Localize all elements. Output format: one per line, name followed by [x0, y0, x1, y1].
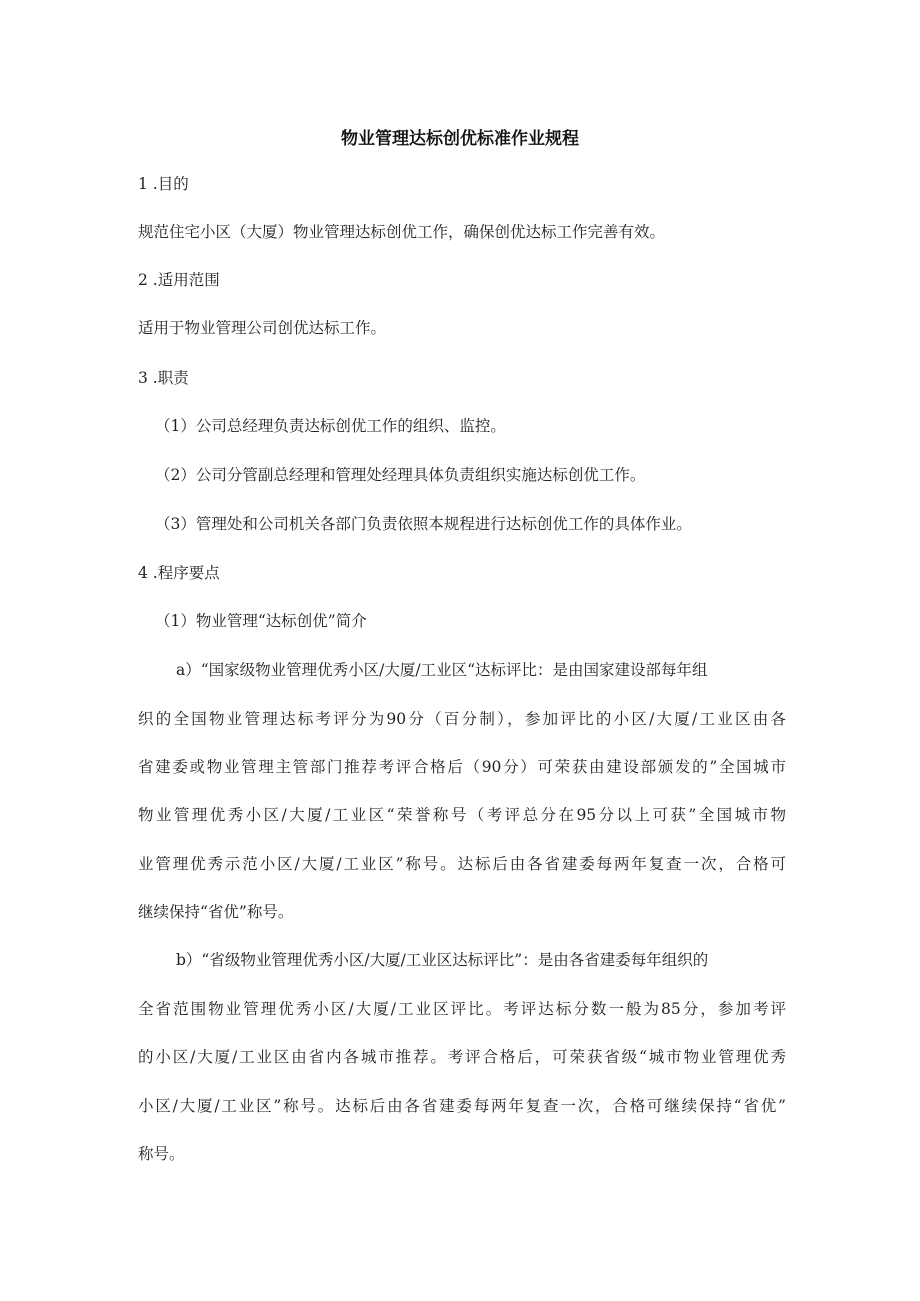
section-3-item-2: （2）公司分管副总经理和管理处经理具体负责组织实施达标创优工作。: [155, 466, 646, 484]
paragraph-b-line-2: 全省范围物业管理优秀小区/大厦/工业区评比。考评达标分数一般为85分，参加考评: [138, 1000, 786, 1018]
section-3-heading: 3 .职责: [138, 369, 189, 387]
section-4-subheading-1: （1）物业管理“达标创优”简介: [155, 612, 367, 630]
paragraph-a-line-1: a）“国家级物业管理优秀小区/大厦/工业区“达标评比：是由国家建设部每年组: [176, 661, 708, 679]
section-1-heading: 1 .目的: [138, 175, 189, 193]
paragraph-a-line-2: 织的全国物业管理达标考评分为90分（百分制），参加评比的小区/大厦/工业区由各: [138, 710, 786, 728]
section-3-item-1: （1）公司总经理负责达标创优工作的组织、监控。: [155, 417, 506, 435]
section-3-item-3: （3）管理处和公司机关各部门负责依照本规程进行达标创优工作的具体作业。: [155, 515, 692, 533]
section-2-body: 适用于物业管理公司创优达标工作。: [138, 319, 387, 337]
section-2-heading: 2 .适用范围: [138, 271, 220, 289]
paragraph-a-line-4: 物业管理优秀小区/大厦/工业区“荣誉称号（考评总分在95分以上可获”全国城市物: [138, 806, 786, 824]
section-1-body: 规范住宅小区（大厦）物业管理达标创优工作，确保创优达标工作完善有效。: [138, 223, 666, 241]
paragraph-b-line-4: 小区/大厦/工业区”称号。达标后由各省建委每两年复查一次，合格可继续保持“省优”: [138, 1097, 786, 1115]
paragraph-b-line-5: 称号。: [138, 1145, 185, 1163]
paragraph-b-line-3: 的小区/大厦/工业区由省内各城市推荐。考评合格后，可荣获省级“城市物业管理优秀: [138, 1048, 786, 1066]
paragraph-a-line-6: 继续保持“省优”称号。: [138, 903, 294, 921]
paragraph-a-line-3: 省建委或物业管理主管部门推荐考评合格后（90分）可荣获由建设部颁发的”全国城市: [138, 758, 786, 776]
section-4-heading: 4 .程序要点: [138, 564, 220, 582]
paragraph-b-line-1: b）“省级物业管理优秀小区/大厦/工业区达标评比”：是由各省建委每年组织的: [176, 951, 709, 969]
document-title: 物业管理达标创优标准作业规程: [341, 129, 579, 149]
paragraph-a-line-5: 业管理优秀示范小区/大厦/工业区”称号。达标后由各省建委每两年复查一次，合格可: [138, 855, 786, 873]
